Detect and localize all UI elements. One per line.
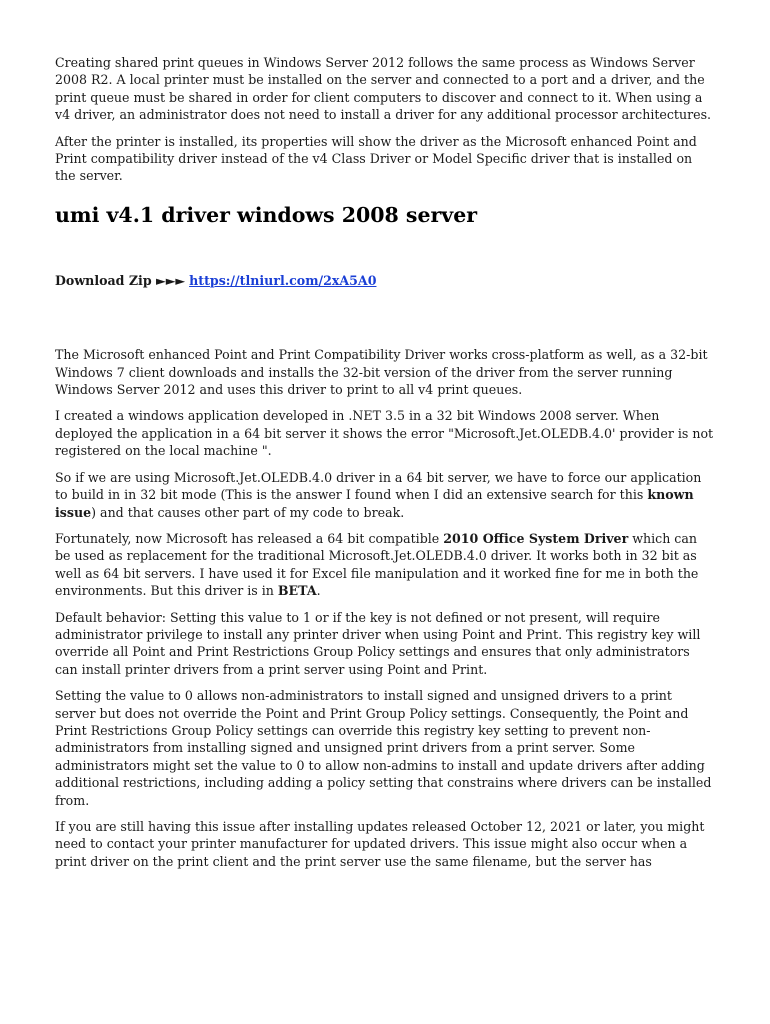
bold-office-driver: 2010 Office System Driver [443, 530, 629, 546]
spacer [55, 289, 715, 346]
body-paragraph-jet-oledb [55, 469, 715, 521]
page-title: umi v4.1 driver windows 2008 server [55, 202, 478, 227]
document-page [55, 54, 715, 879]
text-run: So if we are using Microsoft.Jet.OLEDB.4.0 driver in a 64 bit server, we have to force our application to build in in 32 bit mode (This is the answer I found when I did an extensive search for this [55, 469, 702, 503]
text-run: which can be used as replacement for the traditional Microsoft.Jet.OLEDB.4.0 driver. It works both in 32 bit as well as 64 bit servers. I have used it for Excel file manipulation and it worked fine for me in both the environments. But this driver is in [55, 530, 699, 599]
text-run: ) and that causes other part of my code to break. [91, 504, 405, 520]
body-paragraph-default-behavior: Default behavior: Setting this value to 1 or if the key is not defined or not present, will require administrator privilege to install any printer driver when using Point and Print. This registry key will override all Point and Print Restrictions Group Policy settings and ensures that only administrators can install printer drivers from a print server using Point and Print. [55, 609, 701, 677]
body-paragraph-updates: If you are still having this issue after installing updates released October 12, 2021 or later, you might need to contact your printer manufacturer for updated drivers. This issue might also occur when a print driver on the print client and the print server use the same filename, but the server has [55, 819, 705, 869]
body-paragraph-net-app: I created a windows application developed in .NET 3.5 in a 32 bit Windows 2008 server. When deployed the application in a 64 bit server it shows the error "Microsoft.Jet.OLEDB.4.0' provider is not registered on the local machine ". [55, 408, 714, 459]
body-paragraph-office-driver [55, 530, 715, 600]
body-paragraph-compat-driver: The Microsoft enhanced Point and Print Compatibility Driver works cross-platform as well, as a 32-bit Windows 7 client downloads and installs the 32-bit version of the driver from the server running Windows Server 2012 and uses this driver to print to all v4 print queues. [55, 347, 708, 398]
intro-paragraph-1: Creating shared print queues in Windows Server 2012 follows the same process as Windows Server 2008 R2. A local printer must be installed on the server and connected to a port and a driver, and the print queue must be shared in order for client computers to discover and connect to it. When using a v4 driver, an administrator does not need to install a driver for any additional processor architectures. [55, 55, 712, 123]
text-run: Fortunately, now Microsoft has released a 64 bit compatible [55, 530, 444, 546]
download-label: Download Zip ►►► [55, 272, 186, 288]
text-run: . [316, 583, 321, 599]
body-paragraph-value-zero: Setting the value to 0 allows non-administrators to install signed and unsigned drivers to a print server but does not override the Point and Print Group Policy settings. Consequently, the Point and Print Restrictions Group Policy settings can override this registry key setting to prevent non-administrators from installing signed and unsigned print drivers from a print server. Some administrators might set the value to 0 to allow non-admins to install and update drivers after adding additional restrictions, including adding a policy setting that constrains where drivers can be installed from. [55, 688, 712, 808]
download-link[interactable]: https://tlniurl.com/2xA5A0 [189, 272, 377, 288]
download-line [55, 272, 715, 289]
bold-beta: BETA [277, 583, 317, 599]
bold-known-issue: known issue [55, 487, 694, 520]
intro-paragraph-2: After the printer is installed, its properties will show the driver as the Microsoft enhanced Point and Print compatibility driver instead of the v4 Class Driver or Model Specific driver that is installed on the server. [55, 133, 697, 184]
